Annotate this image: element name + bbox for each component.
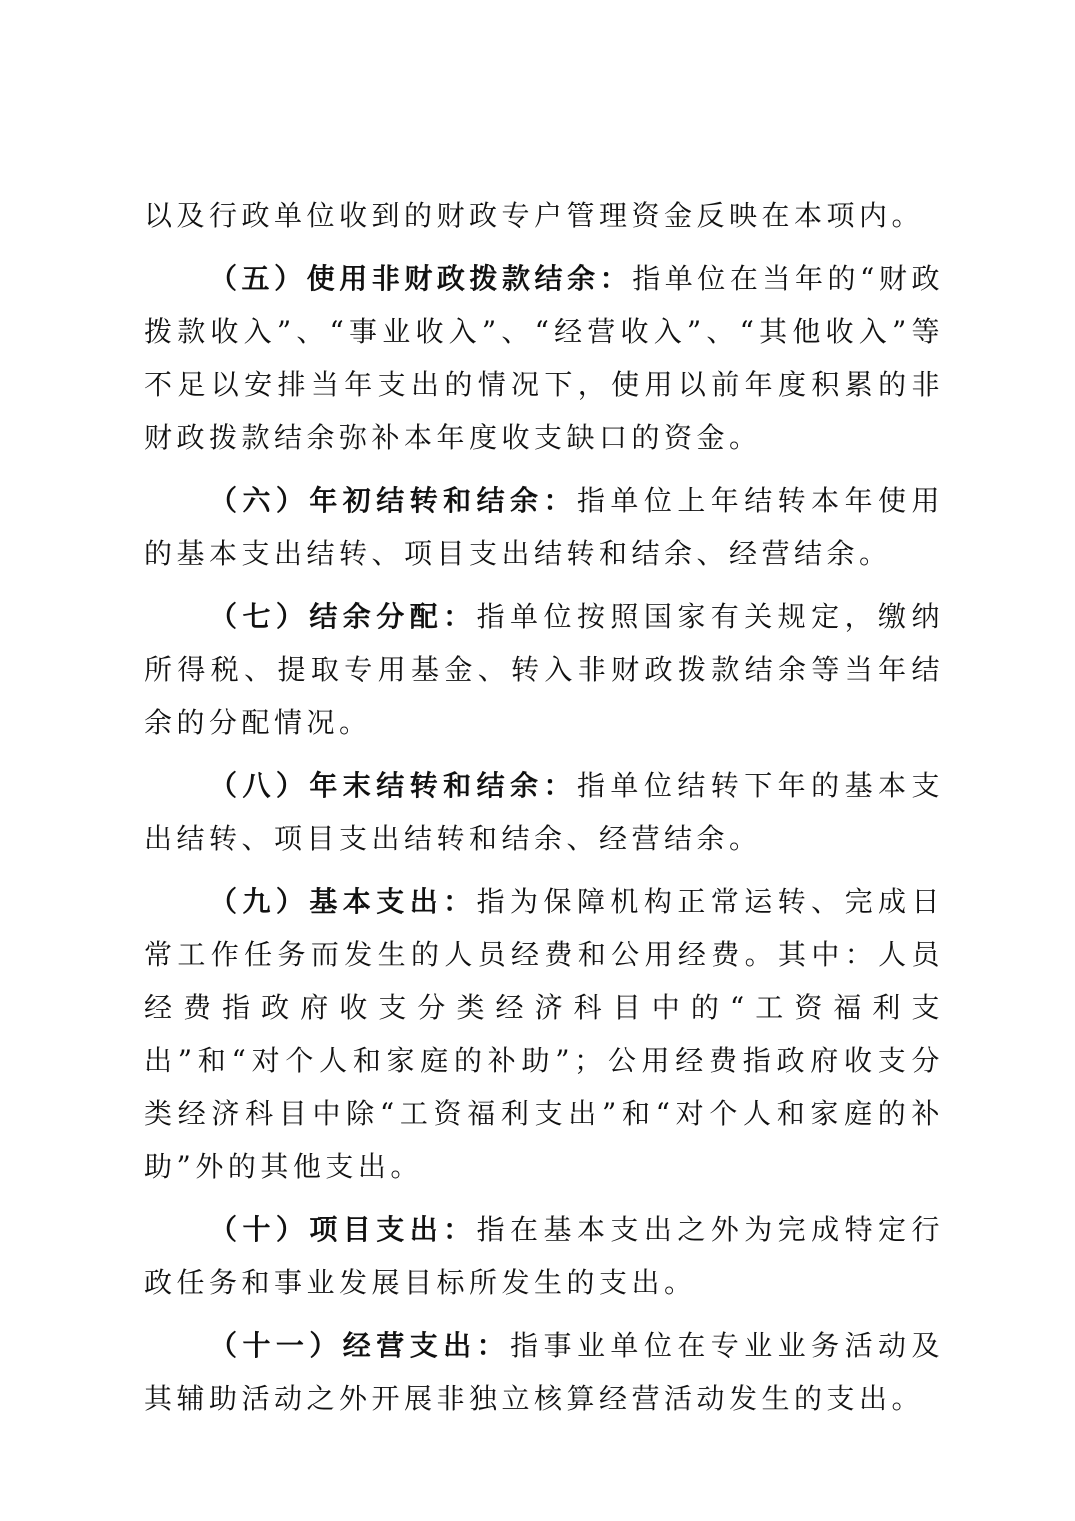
paragraph-text: 指单位上年结转本年使用的基本支出结转、项目支出结转和结余、经营结余。 [144, 484, 944, 570]
paragraph-item-6 [144, 474, 944, 580]
paragraph-term: （八）年末结转和结余： [209, 769, 577, 802]
paragraph-term: （五）使用非财政拨款结余： [209, 262, 633, 295]
paragraph-text: 指为保障机构正常运转、完成日常工作任务而发生的人员经费和公用经费。其中：人员经费指政府收支分类经济科目中的“工资福利支出”和“对个人和家庭的补助”；公用经费指政府收支分类经济科目中除“工资福利支出”和“对个人和家庭的补助”外的其他支出。 [144, 885, 944, 1183]
paragraph-term: （七）结余分配： [209, 600, 477, 633]
paragraph-text: 指单位结转下年的基本支出结转、项目支出结转和结余、经营结余。 [144, 769, 944, 855]
paragraph-term: （十一）经营支出： [209, 1329, 511, 1362]
paragraph-item-9 [144, 875, 944, 1193]
paragraph-text: 指事业单位在专业业务活动及其辅助活动之外开展非独立核算经营活动发生的支出。 [144, 1329, 944, 1415]
paragraph-item-8 [144, 759, 944, 865]
paragraph-item-10 [144, 1203, 944, 1309]
paragraph-item-5 [144, 252, 944, 464]
paragraph-item-11 [144, 1319, 944, 1425]
paragraph-text: 指单位在当年的“财政拨款收入”、“事业收入”、“经营收入”、“其他收入”等不足以安排当年支出的情况下，使用以前年度积累的非财政拨款结余弥补本年度收支缺口的资金。 [144, 262, 944, 454]
paragraph-text: 指单位按照国家有关规定，缴纳所得税、提取专用基金、转入非财政拨款结余等当年结余的分配情况。 [144, 600, 944, 739]
paragraph-text: 以及行政单位收到的财政专户管理资金反映在本项内。 [144, 199, 925, 232]
paragraph-term: （九）基本支出： [209, 885, 477, 918]
paragraph-term: （十）项目支出： [209, 1213, 477, 1246]
paragraph-text: 指在基本支出之外为完成特定行政任务和事业发展目标所发生的支出。 [144, 1213, 944, 1299]
paragraph-term: （六）年初结转和结余： [209, 484, 577, 517]
paragraph-item-7 [144, 590, 944, 749]
document-body [144, 189, 944, 1435]
paragraph-continuation [144, 189, 944, 242]
